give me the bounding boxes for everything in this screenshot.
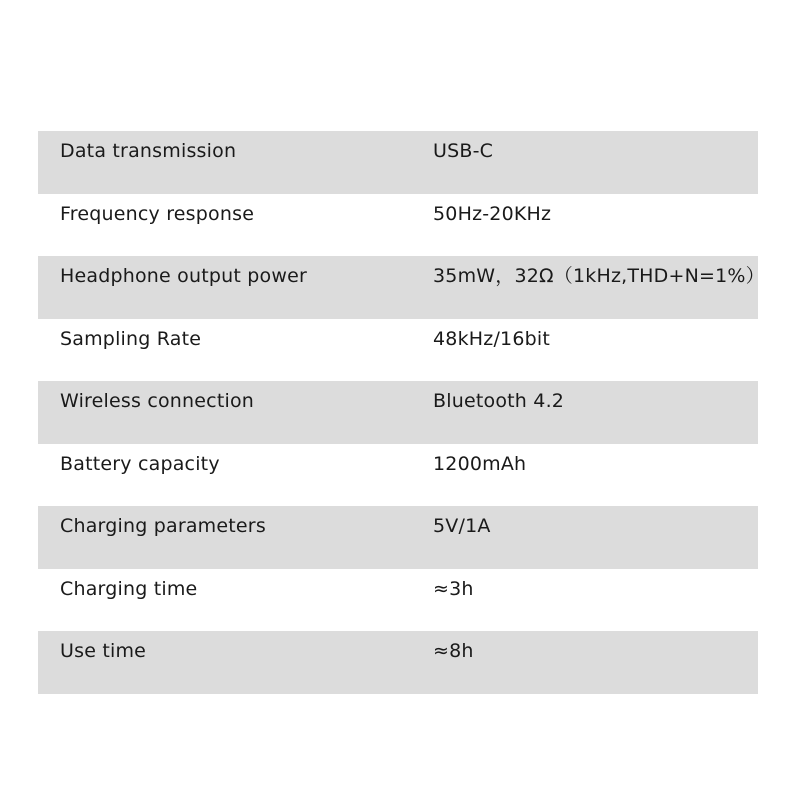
spec-value: 1200mAh xyxy=(433,452,527,475)
spec-row-battery-capacity xyxy=(38,444,758,507)
spec-label: Use time xyxy=(60,640,147,662)
spec-value: 35mW，32Ω（1kHz,THD+N=1%） xyxy=(433,265,765,287)
spec-row-use-time xyxy=(38,631,758,694)
spec-row-wireless-connection xyxy=(38,381,758,444)
spec-row-charging-parameters xyxy=(38,506,758,569)
spec-value: 50Hz-20KHz xyxy=(433,202,552,225)
spec-label: Frequency response xyxy=(60,202,255,225)
spec-row-charging-time xyxy=(38,569,758,632)
spec-value: ≈3h xyxy=(433,577,474,600)
spec-value: ≈8h xyxy=(433,640,474,662)
spec-value: 5V/1A xyxy=(433,515,491,537)
spec-value: USB-C xyxy=(433,140,494,162)
spec-label: Headphone output power xyxy=(60,265,308,287)
spec-label: Charging parameters xyxy=(60,515,266,537)
spec-row-frequency-response xyxy=(38,194,758,257)
spec-row-data-transmission xyxy=(38,131,758,194)
spec-label: Wireless connection xyxy=(60,390,255,412)
spec-label: Sampling Rate xyxy=(60,327,202,350)
spec-row-headphone-output-power xyxy=(38,256,765,319)
spec-label: Battery capacity xyxy=(60,452,220,475)
spec-table xyxy=(38,131,765,694)
spec-label: Charging time xyxy=(60,577,198,600)
spec-row-sampling-rate xyxy=(38,319,758,382)
spec-label: Data transmission xyxy=(60,140,237,162)
spec-value: Bluetooth 4.2 xyxy=(433,390,565,412)
spec-value: 48kHz/16bit xyxy=(433,327,551,350)
